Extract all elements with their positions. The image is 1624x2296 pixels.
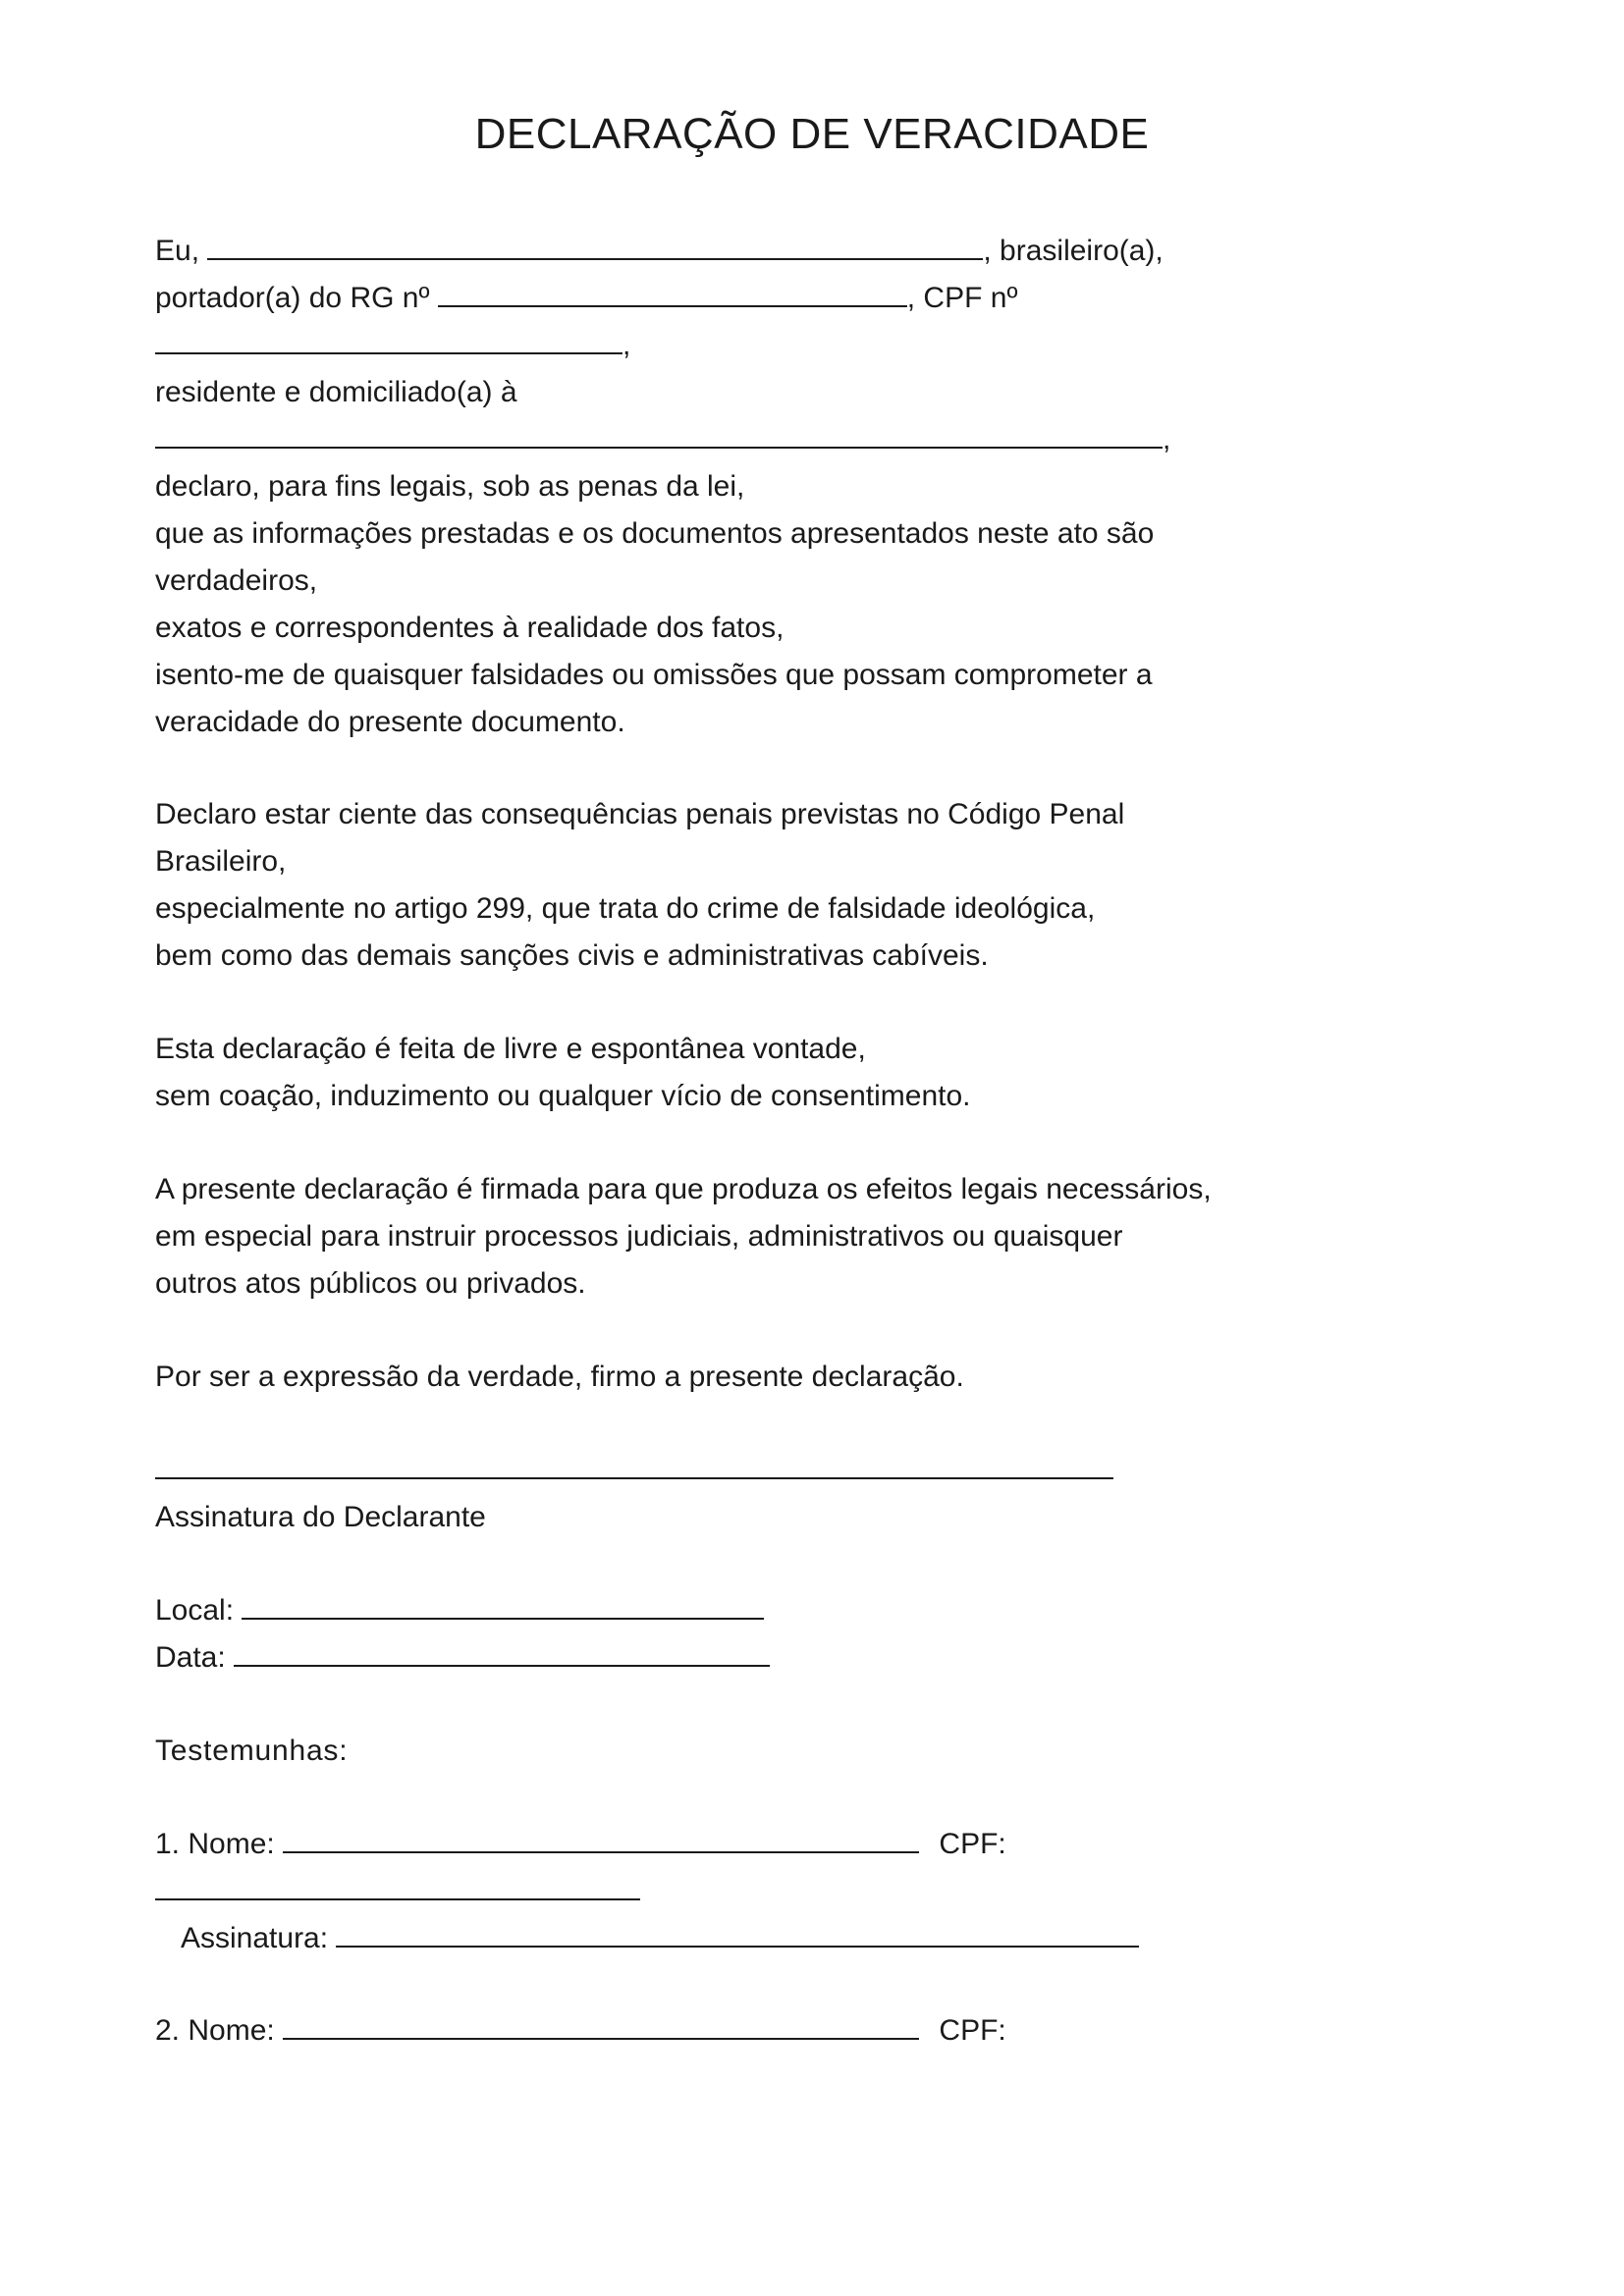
- paragraph1-line: que as informações prestadas e os documentos apresentados neste ato são: [155, 517, 1155, 550]
- date-label: Data:: [155, 1641, 226, 1674]
- name-blank[interactable]: [207, 233, 983, 260]
- paragraph4-line: A presente declaração é firmada para que produza os efeitos legais necessários,: [155, 1173, 1212, 1205]
- comma: ,: [623, 329, 631, 361]
- paragraph2-line: especialmente no artigo 299, que trata do crime de falsidade ideológica,: [155, 892, 1096, 925]
- cpf-blank[interactable]: [155, 327, 623, 354]
- paragraph2-line: Brasileiro,: [155, 845, 287, 878]
- date-row: [155, 1638, 770, 1678]
- paragraph3-line: Esta declaração é feita de livre e espontânea vontade,: [155, 1033, 866, 1065]
- paragraph3-line: sem coação, induzimento ou qualquer vício de consentimento.: [155, 1080, 971, 1112]
- signature-label: Assinatura do Declarante: [155, 1501, 486, 1533]
- paragraph1-line: isento-me de quaisquer falsidades ou omissões que possam comprometer a: [155, 659, 1153, 691]
- local-row: [155, 1591, 764, 1630]
- local-blank[interactable]: [242, 1592, 764, 1620]
- paragraph1-line: exatos e correspondentes à realidade dos fatos,: [155, 612, 785, 644]
- paragraph1-line: veracidade do presente documento.: [155, 706, 625, 738]
- paragraph2-line: bem como das demais sanções civis e administrativas cabíveis.: [155, 939, 989, 972]
- closing-statement: Por ser a expressão da verdade, firmo a presente declaração.: [155, 1361, 964, 1393]
- witness1-signature-label: Assinatura:: [181, 1922, 329, 1954]
- witness1-signature-row: [181, 1919, 1139, 1958]
- date-blank[interactable]: [234, 1639, 770, 1667]
- eu-label: Eu,: [155, 235, 200, 267]
- cpf-label: , CPF nº: [906, 282, 1018, 314]
- witness1-name-row: [155, 1825, 1006, 1864]
- witnesses-label: Testemunhas:: [155, 1735, 349, 1767]
- signature-line[interactable]: [155, 1452, 1113, 1479]
- comma2: ,: [1163, 423, 1171, 455]
- witness1-name-label: 1. Nome:: [155, 1828, 275, 1860]
- paragraph4-line: em especial para instruir processos judiciais, administrativos ou quaisquer: [155, 1220, 1123, 1253]
- signature-line-row: [155, 1451, 1113, 1490]
- witness1-cpf-blank[interactable]: [155, 1873, 640, 1900]
- intro-line-3: [155, 326, 630, 365]
- local-label: Local:: [155, 1594, 235, 1627]
- address-blank[interactable]: [155, 421, 1163, 449]
- paragraph4-line: outros atos públicos ou privados.: [155, 1267, 586, 1300]
- rg-label: portador(a) do RG nº: [155, 282, 430, 314]
- paragraph2-line: Declaro estar ciente das consequências penais previstas no Código Penal: [155, 798, 1125, 830]
- witness2-name-blank[interactable]: [283, 2012, 919, 2040]
- witness1-name-blank[interactable]: [283, 1826, 919, 1853]
- paragraph1-line: verdadeiros,: [155, 564, 318, 597]
- intro-line-2: [155, 279, 1017, 318]
- witness2-name-label: 2. Nome:: [155, 2014, 275, 2047]
- document-title: DECLARAÇÃO DE VERACIDADE: [474, 110, 1150, 158]
- witness2-name-row: [155, 2011, 1006, 2051]
- rg-blank[interactable]: [438, 280, 907, 307]
- intro-line-5: [155, 420, 1170, 459]
- intro-line-1: [155, 232, 1164, 271]
- witness1-cpf-row: [155, 1872, 640, 1911]
- nationality-text: , brasileiro(a),: [983, 235, 1164, 267]
- witness2-cpf-label: CPF:: [939, 2014, 1006, 2047]
- paragraph1-line: declaro, para fins legais, sob as penas da lei,: [155, 470, 745, 503]
- witness1-signature-blank[interactable]: [336, 1920, 1139, 1948]
- residence-label: residente e domiciliado(a) à: [155, 376, 517, 408]
- witness1-cpf-label: CPF:: [939, 1828, 1006, 1860]
